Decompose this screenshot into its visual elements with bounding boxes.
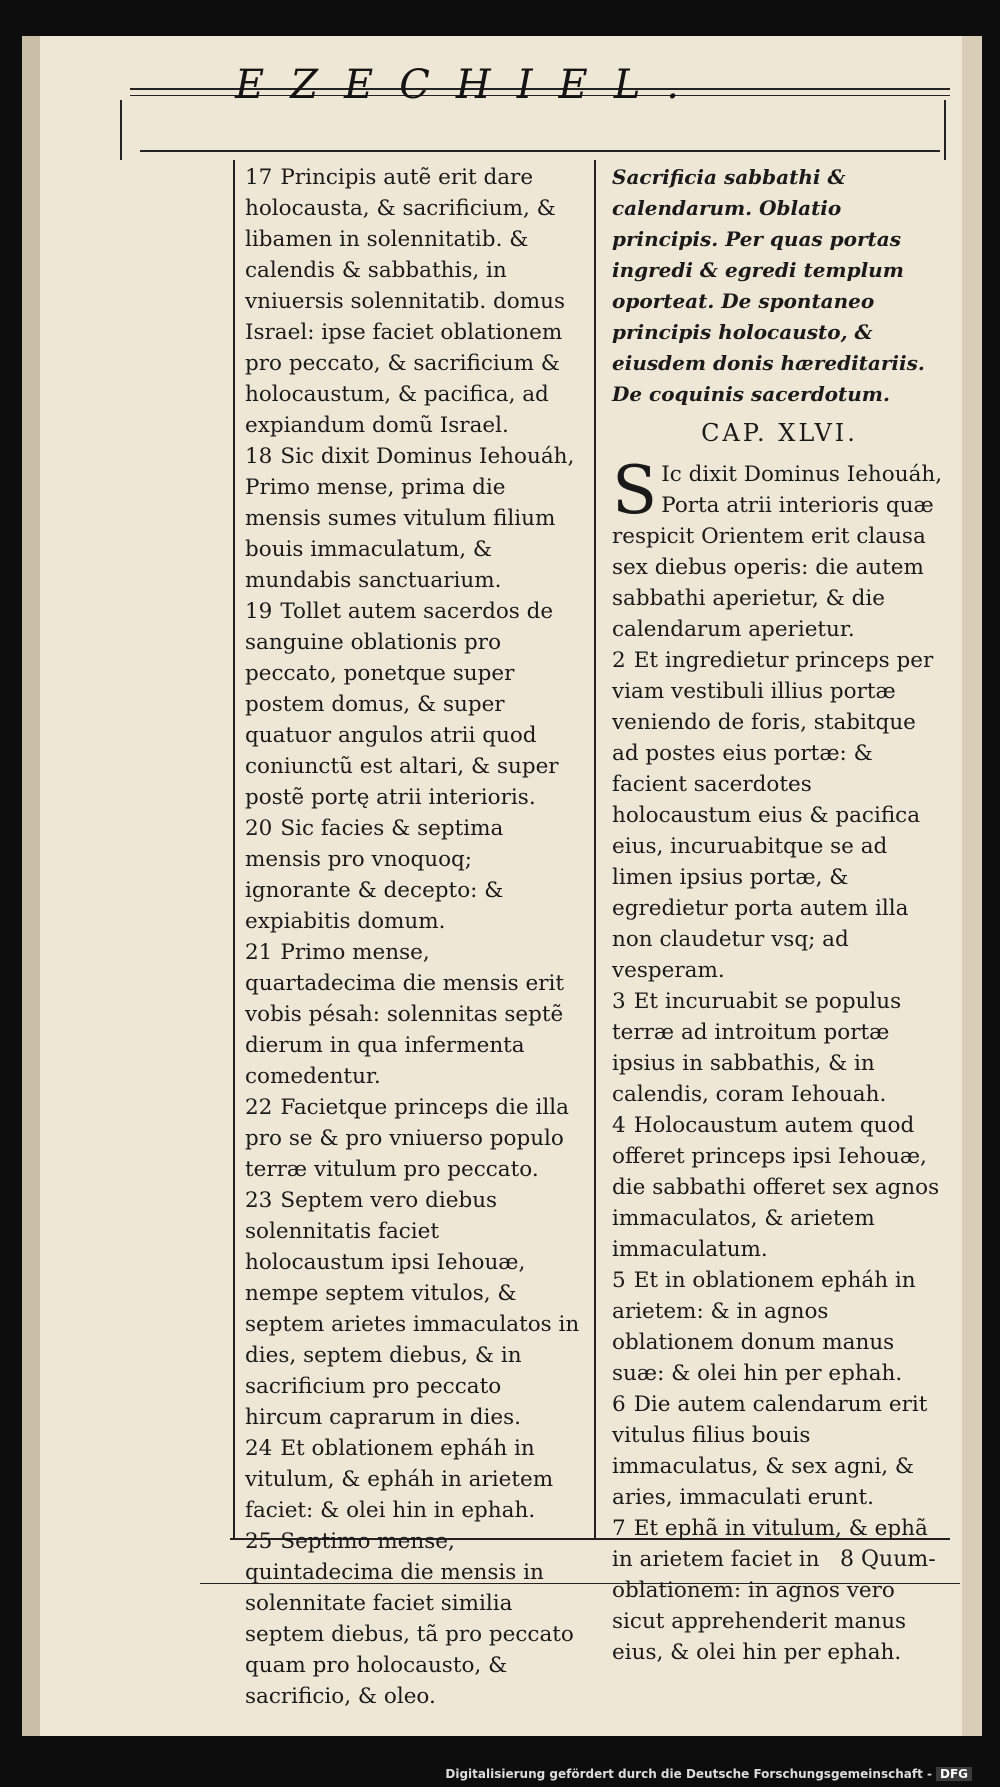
verse-number: 19 [245,599,273,624]
chapter-summary [612,162,947,410]
verse-text: Septimo mense, quintadecima die mensis in solennitate faciet similia septem diebus, tã pro peccato quam pro holocausto, & sacrificio, & oleo. [245,1529,574,1709]
chapter-heading: CAP. XLVI. [701,419,858,447]
verse-17 [245,162,580,441]
verse-20 [245,813,580,937]
verse-23 [245,1185,580,1433]
verse-number: 4 [612,1113,626,1138]
verse-text: Septem vero diebus solennitatis faciet holocaustum ipsi Iehouæ, nempe septem vitulos, & septem arietes immaculatos in dies, septem diebus, & in sacrificium pro peccato hircum caprarum in dies. [245,1188,580,1430]
verse-19 [245,596,580,813]
verse-6 [612,1389,947,1513]
verse-5 [612,1265,947,1389]
verse-number: 2 [612,648,626,673]
footer-text: Digitalisierung gefördert durch die Deutsche Forschungsgemeinschaft - [445,1767,932,1781]
verse-number: 23 [245,1188,273,1213]
verse-number: 22 [245,1095,273,1120]
header-rule-bottom [140,150,940,152]
verse-text: Et ingredietur princeps per viam vestibuli illius portæ veniendo de foris, stabitque ad postes eius portæ: & facient sacerdotes holocaustum eius & pacifica eius, incuruabitque se ad limen ipsius portæ, & egredietur porta autem illa non claudetur vsq; ad vesperam. [612,648,934,983]
verse-text: Sic facies & septima mensis pro vnoquoq; ignorante & decepto: & expiabitis domum. [245,816,504,934]
verse-number: 6 [612,1392,626,1417]
page-edge [962,36,982,1736]
verse-number: 20 [245,816,273,841]
left-margin-rule [120,100,122,160]
center-column-rule [594,160,596,1540]
verse-text: Die autem calendarum erit vitulus filius bouis immaculatus, & sex agni, & aries, immaculati erunt. [612,1392,928,1510]
verse-text: Principis autẽ erit dare holocausta, & sacrificium, & libamen in solennitatib. & calendis & sabbathis, in vniuersis solennitatib. domus Israel: ipse faciet oblationem pro peccato, & sacrificium & holocaustum, & pacifica, ad expiandum domũ Israel. [245,165,566,438]
verse-number: 25 [245,1529,273,1554]
verse-number: 21 [245,940,273,965]
verse-18 [245,441,580,596]
verse-text: Et incuruabit se populus terræ ad introitum portæ ipsius in sabbathis, & in calendis, coram Iehouah. [612,989,902,1107]
drop-capital: S [612,452,658,529]
verse-text: Holocaustum autem quod offeret princeps ipsi Iehouæ, die sabbathi offeret sex agnos immaculatos, & arietem immaculatum. [612,1113,940,1262]
verse-text: Facietque princeps die illa pro se & pro vniuerso populo terræ vitulum pro peccato. [245,1095,569,1182]
running-header-title: EZECHIEL. [235,62,705,108]
verse-text: Tollet autem sacerdos de sanguine oblationis pro peccato, ponetque super postem domus, & super quatuor angulos atrii quod coniunctũ est altari, & super postẽ portę atrii interioris. [245,599,559,810]
verse-24 [245,1433,580,1526]
verse-7 [612,1513,947,1668]
verse-text: Et oblationem epháh in vitulum, & epháh in arietem faciet: & olei hin in ephah. [245,1436,554,1523]
summary-text: Sacrificia sabbathi & calendarum. Oblatio principis. Per quas portas ingredi & egredi templum oporteat. De spontaneo principis holocausto, & eiusdem donis hæreditariis. De coquinis sacerdotum. [612,165,925,406]
verse-number: 5 [612,1268,626,1293]
dfg-logo-badge: DFG [936,1767,972,1781]
verse-number: 24 [245,1436,273,1461]
right-text-column [612,162,947,1668]
verse-22 [245,1092,580,1185]
verse-text: Sic dixit Dominus Iehouáh, Primo mense, prima die mensis sumes vitulum filium bouis immaculatum, & mundabis sanctuarium. [245,444,575,593]
verse-1 [612,452,947,645]
verse-text: Primo mense, quartadecima die mensis erit vobis pésah: solennitas septẽ dierum in qua infermenta comedentur. [245,940,565,1089]
verse-3 [612,986,947,1110]
verse-number: 17 [245,165,273,190]
verse-4 [612,1110,947,1265]
verse-number: 7 [612,1516,626,1541]
verse-text: Ic dixit Dominus Iehouáh, Porta atrii interioris quæ respicit Orientem erit clausa sex diebus operis: die autem sabbathi aperietur, & die calendarum aperietur. [612,462,943,642]
digitization-footer [445,1767,972,1781]
verse-21 [245,937,580,1092]
catchword: 8 Quum- [840,1547,936,1572]
verse-text: Et ephã in vitulum, & ephã in arietem faciet in oblationem: in agnos vero sicut apprehenderit manus eius, & olei hin per ephah. [612,1516,928,1665]
right-margin-rule [944,100,946,160]
verse-2 [612,645,947,986]
left-text-column [245,162,580,1712]
verse-text: Et in oblationem epháh in arietem: & in agnos oblationem donum manus suæ: & olei hin per ephah. [612,1268,916,1386]
verse-number: 3 [612,989,626,1014]
left-column-rule [233,160,235,1540]
verse-25 [245,1526,580,1712]
verse-number: 18 [245,444,273,469]
